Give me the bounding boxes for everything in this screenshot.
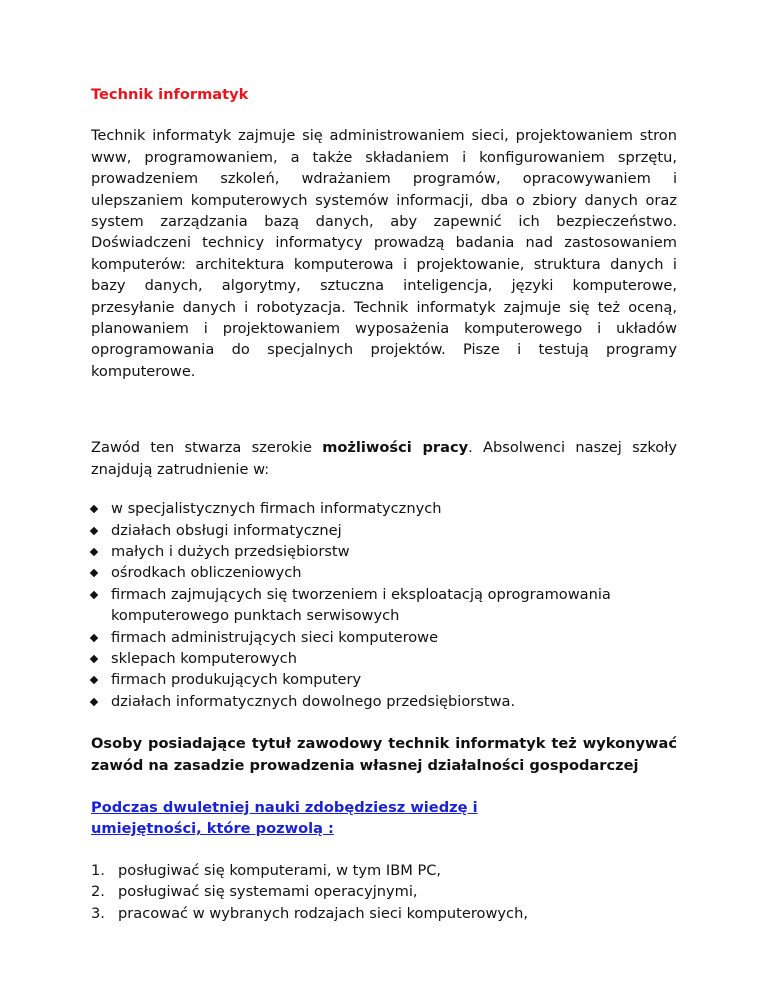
list-item (91, 669, 677, 690)
business-note: Osoby posiadające tytuł zawodowy technik informatyk też wykonywać zawód na zasadzie prowadzenia własnej działalności gospodarczej (91, 735, 677, 774)
diamond-bullet-icon (90, 590, 98, 598)
work-intro-bold: możliwości pracy (322, 439, 469, 457)
list-item (91, 520, 677, 541)
list-item (91, 541, 677, 562)
list-item-text: firmach zajmujących się tworzeniem i eksploatacją oprogramowania komputerowego punktach serwisowych (111, 585, 611, 625)
diamond-bullet-icon (90, 655, 98, 663)
list-item (91, 860, 677, 881)
diamond-bullet-icon (90, 676, 98, 684)
diamond-bullet-icon (90, 526, 98, 534)
list-item (91, 903, 677, 924)
work-intro-paragraph (91, 437, 677, 480)
page-title: Technik informatyk (91, 86, 249, 103)
work-intro-after: . Absolwenci naszej szkoły znajdują zatrudnienie w: (91, 439, 677, 478)
employment-list (91, 498, 677, 712)
list-item (91, 627, 677, 648)
list-item (91, 562, 677, 583)
work-intro-before: Zawód ten stwarza szerokie (91, 439, 323, 457)
list-item-text: firmach produkujących komputery (111, 671, 362, 689)
list-item-text: pracować w wybranych rodzajach sieci komputerowych, (118, 904, 528, 922)
list-item-text: ośrodkach obliczeniowych (111, 564, 302, 582)
diamond-bullet-icon (90, 505, 98, 513)
list-item-text: w specjalistycznych firmach informatycznych (111, 500, 442, 518)
list-item (91, 498, 677, 519)
description-paragraph: Technik informatyk zajmuje się administrowaniem sieci, projektowaniem stron www, programowaniem, a także składaniem i konfigurowaniem sprzętu, prowadzeniem szkoleń, wdrażaniem programów, opracowywaniem i ulepszaniem komputerowych systemów informacji, dba o zbiory danych oraz system zarządzania bazą danych, aby zapewnić ich bezpieczeństwo. Doświadczeni technicy informatycy prowadzą badania nad zastosowaniem komputerów: architektura komputerowa i projektowanie, struktura danych i bazy danych, algorytmy, sztuczna inteligencja, języki komputerowe, przesyłanie danych i robotyzacja. Technik informatyk zajmuje się też oceną, planowaniem i projektowaniem wyposażenia komputerowego i układów oprogramowania do specjalnych projektów. Pisze i testują programy komputerowe. (91, 127, 677, 380)
diamond-bullet-icon (90, 633, 98, 641)
list-item (91, 691, 677, 712)
diamond-bullet-icon (90, 548, 98, 556)
list-item-text: działach obsługi informatycznej (111, 521, 342, 539)
skills-heading-link[interactable]: Podczas dwuletniej nauki zdobędziesz wiedzę i umiejętności, które pozwolą : (91, 798, 478, 838)
list-item-text: działach informatycznych dowolnego przedsiębiorstwa. (111, 692, 516, 710)
diamond-bullet-icon (90, 569, 98, 577)
list-item (91, 881, 677, 902)
list-item (91, 648, 677, 669)
list-item-text: małych i dużych przedsiębiorstw (111, 542, 350, 560)
list-item-number: 2. (91, 883, 105, 901)
diamond-bullet-icon (90, 698, 98, 706)
list-item-number: 1. (91, 861, 105, 879)
list-item-text: firmach administrujących sieci komputerowe (111, 628, 439, 646)
list-item-number: 3. (91, 904, 105, 922)
list-item-text: posługiwać się komputerami, w tym IBM PC, (118, 861, 442, 879)
list-item (91, 584, 677, 627)
list-item-text: sklepach komputerowych (111, 649, 297, 667)
document-content (91, 84, 677, 924)
skills-list (91, 860, 677, 924)
list-item-text: posługiwać się systemami operacyjnymi, (118, 883, 418, 901)
